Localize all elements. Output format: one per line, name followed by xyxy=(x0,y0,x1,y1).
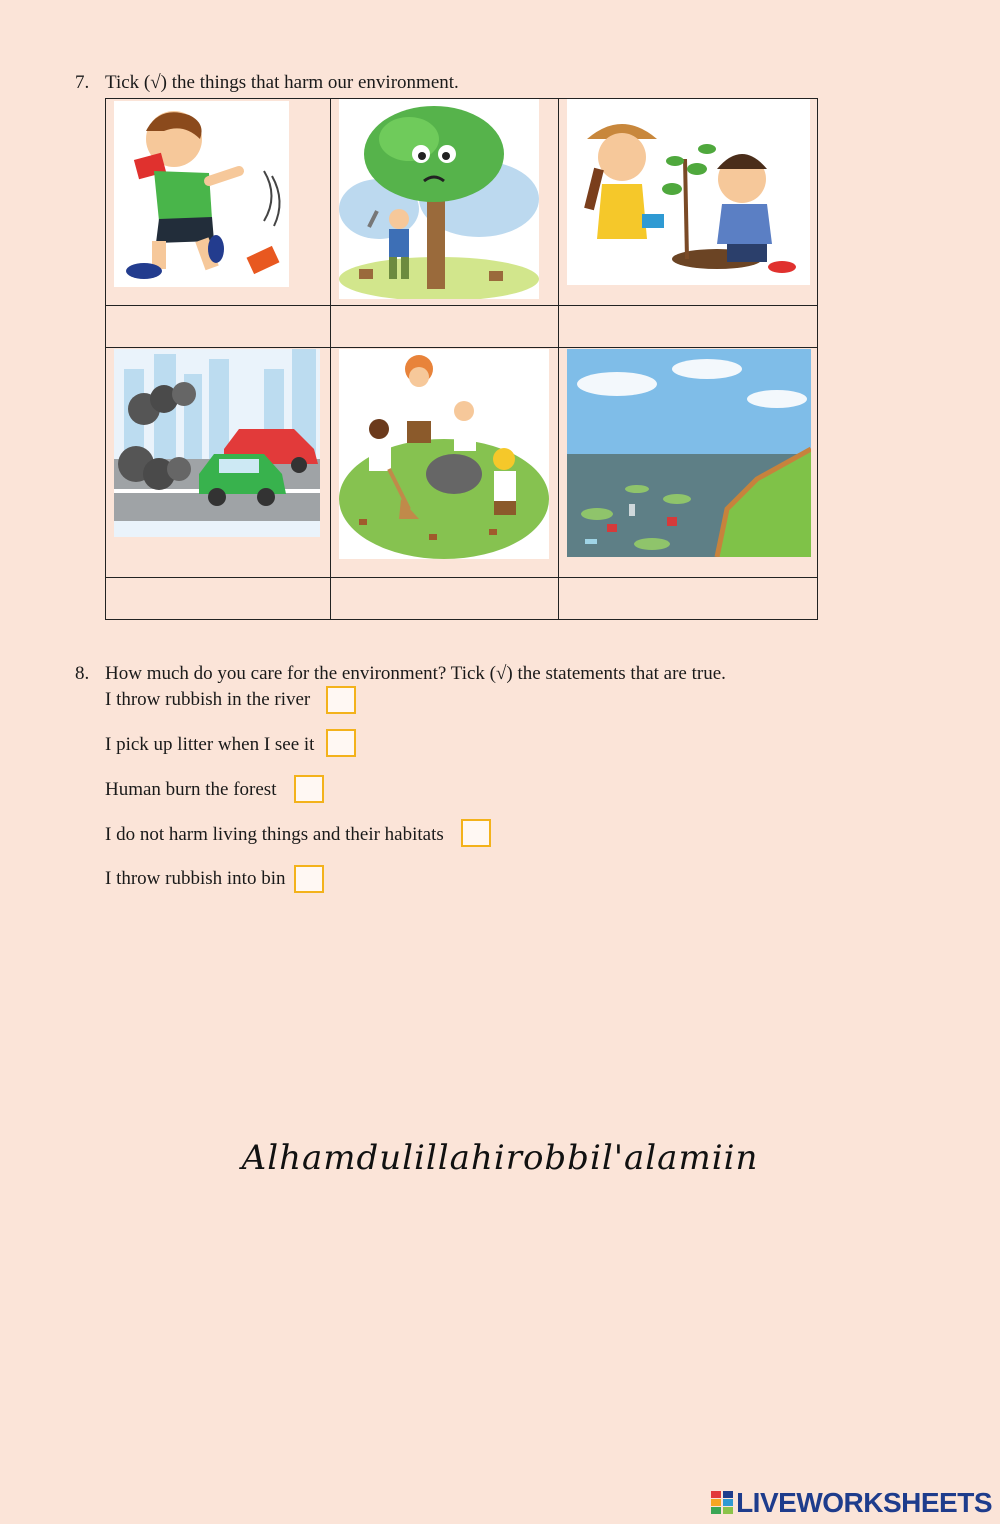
kids-cleaning-park-picture xyxy=(339,349,549,559)
tickbox-2[interactable] xyxy=(326,729,356,757)
statement-2: I pick up litter when I see it xyxy=(105,734,315,755)
question-7-number: 7. xyxy=(75,72,90,93)
statement-1: I throw rubbish in the river xyxy=(105,689,311,710)
tickbox-3[interactable] xyxy=(294,775,324,803)
polluted-river-picture xyxy=(567,349,811,557)
question-8-number: 8. xyxy=(75,663,90,684)
question-8-text: How much do you care for the environment? Tick (√) the statements that are true. xyxy=(105,663,726,684)
closing-signature: Alhamdulillahirobbil'alamiin xyxy=(241,1138,759,1178)
brand-name: LIVEWORKSHEETS xyxy=(736,1487,992,1518)
statement-4: I do not harm living things and their habitats xyxy=(105,824,444,845)
boy-littering-picture xyxy=(114,101,289,287)
statement-3: Human burn the forest xyxy=(105,779,277,800)
statement-5: I throw rubbish into bin xyxy=(105,868,286,889)
kids-planting-tree-picture xyxy=(567,99,810,285)
liveworksheets-logo xyxy=(711,1488,992,1518)
tickbox-1[interactable] xyxy=(326,686,356,714)
tickbox-5[interactable] xyxy=(294,865,324,893)
question-7-text: Tick (√) the things that harm our environment. xyxy=(105,72,459,93)
tickbox-4[interactable] xyxy=(461,819,491,847)
tree-cutting-picture xyxy=(339,99,539,299)
liveworksheets-icon xyxy=(711,1491,733,1515)
picture-grid xyxy=(105,98,818,620)
car-smoke-pollution-picture xyxy=(114,349,320,537)
